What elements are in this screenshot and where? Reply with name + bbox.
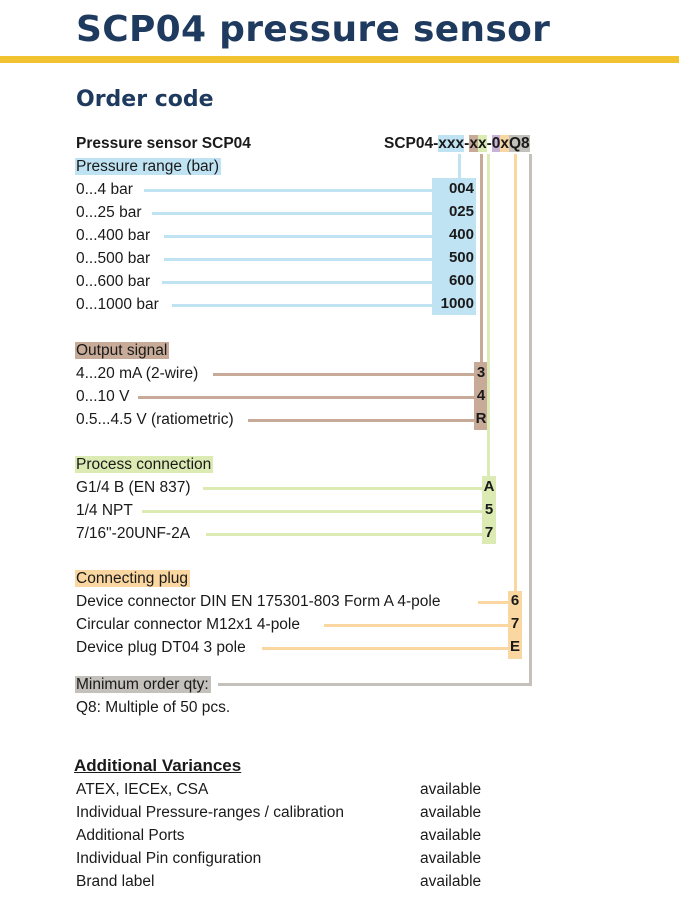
plug-code: 7 <box>510 615 520 632</box>
leader-line <box>164 258 432 261</box>
output-code: 4 <box>476 387 486 404</box>
leader-line <box>248 419 474 422</box>
variance-value: available <box>420 804 482 821</box>
leader-line <box>164 235 432 238</box>
output-signal-row: 0.5...4.5 V (ratiometric) <box>76 411 234 428</box>
leader-line <box>478 601 508 604</box>
variance-value: available <box>420 781 482 798</box>
process-connection-row: G1/4 B (EN 837) <box>76 479 191 496</box>
order-code-plug-segment: x <box>500 135 509 152</box>
process-code: A <box>483 478 495 495</box>
plug-connector <box>514 154 517 593</box>
output-code: R <box>475 410 487 427</box>
product-label: Pressure sensor SCP04 <box>76 135 251 152</box>
order-code-process-segment: x <box>477 135 487 152</box>
leader-line <box>138 396 474 399</box>
pressure-range-row: 0...1000 bar <box>76 296 159 313</box>
leader-line <box>203 487 482 490</box>
process-code: 7 <box>484 524 494 541</box>
output-signal-row: 4...20 mA (2-wire) <box>76 365 199 382</box>
pressure-code: 500 <box>448 249 474 266</box>
section-title-order-code: Order code <box>76 87 214 112</box>
page-title: SCP04 pressure sensor <box>76 9 551 50</box>
leader-line <box>162 281 432 284</box>
process-connection-row: 1/4 NPT <box>76 502 133 519</box>
order-code-output-segment: x <box>469 135 478 152</box>
leader-line <box>172 304 432 307</box>
output-code: 3 <box>476 364 486 381</box>
connecting-plug-row: Device connector DIN EN 175301-803 Form A 4-pole <box>76 593 441 610</box>
process-connector <box>487 154 490 478</box>
connecting-plug-row: Circular connector M12x1 4-pole <box>76 616 300 633</box>
order-code-pressure-segment: xxx <box>438 135 465 152</box>
additional-variances-heading: Additional Variances <box>74 756 242 775</box>
leader-line <box>262 647 508 650</box>
output-signal-row: 0...10 V <box>76 388 130 405</box>
order-code-fixed-segment: 0 <box>491 135 501 152</box>
leader-line <box>206 533 482 536</box>
variance-label: Individual Pressure-ranges / calibration <box>76 804 344 821</box>
pressure-range-row: 0...600 bar <box>76 273 151 290</box>
variance-label: Brand label <box>76 873 155 890</box>
variance-value: available <box>420 827 482 844</box>
order-code-qty-segment: Q8 <box>509 135 530 152</box>
title-accent-bar <box>0 56 679 63</box>
variance-label: ATEX, IECEx, CSA <box>76 781 209 798</box>
leader-line <box>324 624 508 627</box>
process-code: 5 <box>484 501 494 518</box>
pressure-connector <box>458 154 461 178</box>
plug-code: 6 <box>510 592 520 609</box>
output-connector <box>480 154 483 364</box>
leader-line <box>152 212 432 215</box>
min-order-connector <box>529 154 532 686</box>
variance-value: available <box>420 873 482 890</box>
pressure-code: 004 <box>448 180 474 197</box>
pressure-range-row: 0...500 bar <box>76 250 151 267</box>
process-connection-row: 7/16"-20UNF-2A <box>76 525 191 542</box>
connecting-plug-row: Device plug DT04 3 pole <box>76 639 246 656</box>
leader-line <box>142 510 482 513</box>
variance-value: available <box>420 850 482 867</box>
pressure-code: 1000 <box>440 295 474 312</box>
order-code-separator: - <box>486 135 492 152</box>
pressure-range-row: 0...400 bar <box>76 227 151 244</box>
pressure-code: 025 <box>448 203 474 220</box>
pressure-range-heading: Pressure range (bar) <box>76 158 220 175</box>
min-order-heading: Minimum order qty: <box>76 676 209 693</box>
pressure-range-row: 0...4 bar <box>76 181 133 198</box>
order-code-separator: - <box>464 135 470 152</box>
order-code-prefix: SCP04- <box>384 135 439 152</box>
min-order-value: Q8: Multiple of 50 pcs. <box>76 699 231 716</box>
connecting-plug-heading: Connecting plug <box>76 570 189 587</box>
output-signal-heading: Output signal <box>76 342 168 359</box>
pressure-range-row: 0...25 bar <box>76 204 142 221</box>
process-connection-heading: Process connection <box>76 456 212 473</box>
variance-label: Additional Ports <box>76 827 185 844</box>
variance-label: Individual Pin configuration <box>76 850 262 867</box>
leader-line <box>144 189 432 192</box>
leader-line <box>218 683 532 686</box>
plug-code: E <box>509 638 520 655</box>
order-code <box>384 134 530 154</box>
pressure-code: 400 <box>448 226 474 243</box>
pressure-code: 600 <box>448 272 474 289</box>
leader-line <box>213 373 474 376</box>
